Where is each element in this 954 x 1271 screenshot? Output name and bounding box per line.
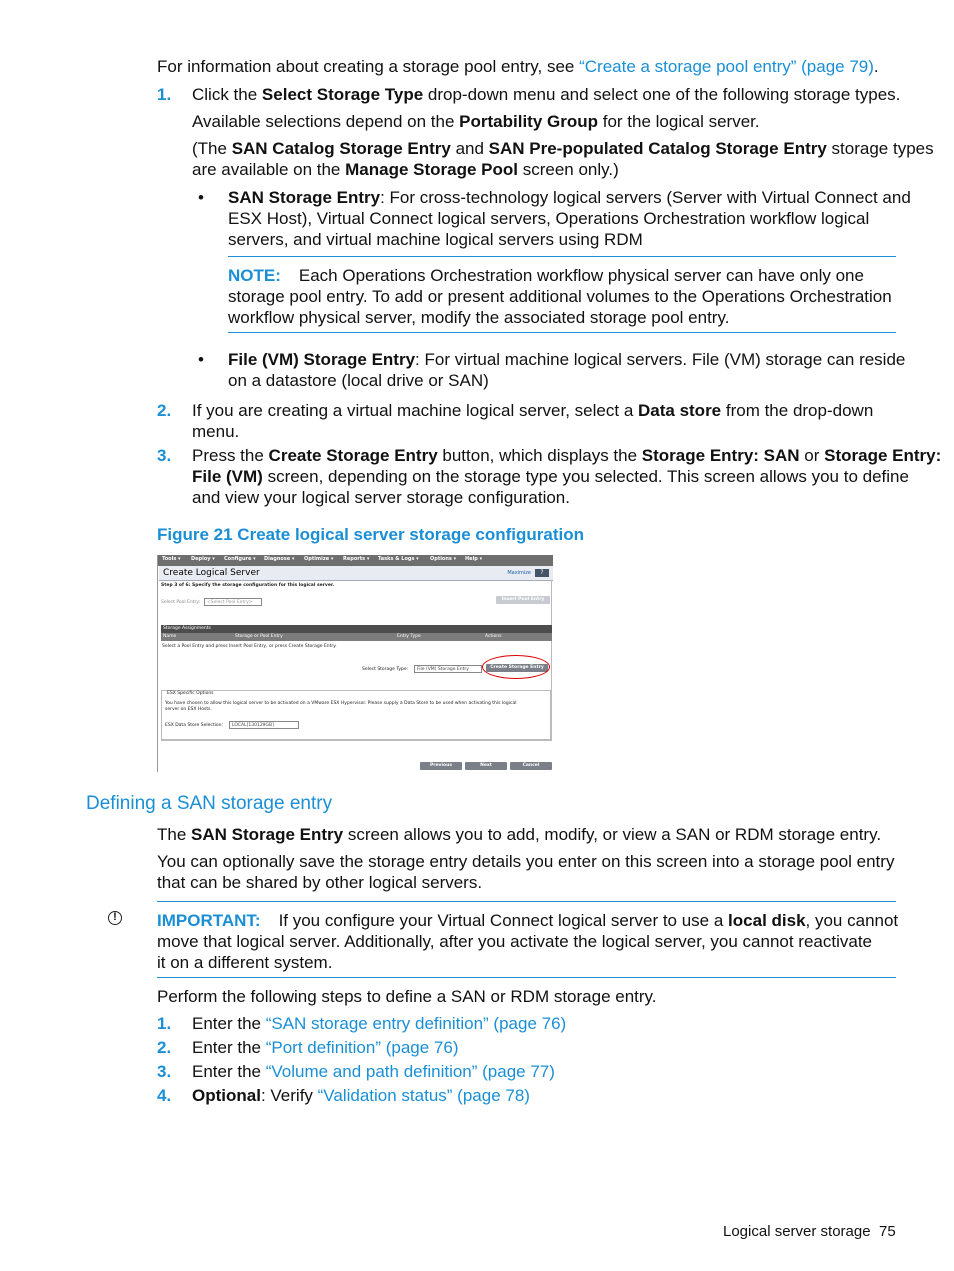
previous-button[interactable]: Previous [420, 762, 462, 770]
menu-item[interactable]: Tools ▾ [162, 556, 181, 562]
san-bullet-line2: ESX Host), Virtual Connect logical servers, Operations Orchestration workflow logical [228, 209, 870, 228]
section-para2: You can optionally save the storage entry details you enter on this screen into a storage pool entry [157, 852, 895, 871]
step2-text: If you are creating a virtual machine logical server, select a Data store from the drop-down [192, 401, 874, 420]
note-label: NOTE: [228, 266, 281, 285]
pool-entry-label: Select Pool Entry: [161, 600, 201, 605]
frame-border [551, 580, 552, 740]
step-instruction: Step 3 of 6: Specify the storage configuration for this logical server. [161, 583, 335, 588]
menu-item[interactable]: Tasks & Logs ▾ [378, 556, 419, 562]
step3-line3: and view your logical server storage configuration. [192, 488, 570, 507]
menu-item[interactable]: Help ▾ [465, 556, 483, 562]
file-bullet: File (VM) Storage Entry: For virtual machine logical servers. File (VM) storage can reside [228, 350, 906, 369]
important-rule-bottom [157, 977, 896, 978]
step-item: Enter the “Port definition” (page 76) [192, 1038, 459, 1057]
step-number: 1. [157, 85, 172, 104]
menu-item[interactable]: Diagnose ▾ [264, 556, 295, 562]
column-header[interactable]: Name [163, 634, 177, 639]
section-para1: The SAN Storage Entry screen allows you to add, modify, or view a SAN or RDM storage entry. [157, 825, 882, 844]
important-icon: ! [108, 911, 122, 925]
storage-assignments-columns [161, 633, 552, 641]
section-heading: Defining a SAN storage entry [86, 793, 333, 814]
maximize-link[interactable]: Maximize [507, 570, 531, 576]
important-line3: it on a different system. [157, 953, 333, 972]
port-definition-link[interactable]: “Port definition” (page 76) [265, 1038, 459, 1057]
note-line1: NOTE: Each Operations Orchestration workflow physical server can have only one [228, 266, 864, 285]
step1-line2: Available selections depend on the Portability Group for the logical server. [192, 112, 760, 131]
steps-intro: Perform the following steps to define a SAN or RDM storage entry. [157, 987, 657, 1006]
window-titlebar [159, 566, 553, 581]
step-number: 2. [157, 401, 172, 420]
intro-paragraph: For information about creating a storage pool entry, see “Create a storage pool entry” (page 79). [157, 57, 879, 76]
step3-text: Press the Create Storage Entry button, which displays the Storage Entry: SAN or Storage Entry: [192, 446, 942, 465]
note-rule-bottom [228, 332, 896, 333]
menu-item[interactable]: Deploy ▾ [191, 556, 215, 562]
step1-line4: are available on the Manage Storage Pool screen only.) [192, 160, 619, 179]
next-button[interactable]: Next [465, 762, 507, 770]
volume-path-link[interactable]: “Volume and path definition” (page 77) [265, 1062, 555, 1081]
bullet-mark: • [198, 350, 204, 369]
create-storage-entry-button[interactable]: Create Storage Entry [486, 664, 548, 672]
important-line1: IMPORTANT: If you configure your Virtual Connect logical server to use a local disk, you cannot [157, 911, 899, 930]
pool-entry-link[interactable]: “Create a storage pool entry” (page 79) [579, 57, 874, 76]
step-number: 3. [157, 446, 172, 465]
menu-item[interactable]: Options ▾ [430, 556, 457, 562]
column-header[interactable]: Actions [485, 634, 502, 639]
pool-entry-select[interactable]: <Select Pool Entry> [204, 598, 262, 606]
step-item: Optional: Verify “Validation status” (page 78) [192, 1086, 530, 1105]
window-title: Create Logical Server [163, 568, 260, 578]
step2-line2: menu. [192, 422, 240, 441]
insert-pool-entry-button[interactable]: Insert Pool Entry [496, 596, 550, 604]
footer-section: Logical server storage [723, 1223, 871, 1240]
figure-caption: Figure 21 Create logical server storage configuration [157, 525, 585, 544]
san-entry-link[interactable]: “SAN storage entry definition” (page 76) [265, 1014, 567, 1033]
storage-type-label: Select Storage Type: [362, 667, 409, 672]
san-bullet-line3: servers, and virtual machine logical servers using RDM [228, 230, 643, 249]
bullet-mark: • [198, 188, 204, 207]
step-number: 3. [157, 1062, 172, 1081]
step-number: 2. [157, 1038, 172, 1057]
storage-type-select[interactable]: File (VM) Storage Entry [414, 665, 482, 673]
cancel-button[interactable]: Cancel [510, 762, 552, 770]
important-label: IMPORTANT: [157, 911, 261, 930]
file-bullet-line2: on a datastore (local drive or SAN) [228, 371, 489, 390]
menu-bar [158, 555, 553, 566]
help-icon[interactable]: ? [535, 569, 549, 577]
frame-border [161, 740, 552, 741]
esx-options-text: You have chosen to allow this logical server to be activated on a VMware ESX Hypervisor. Please supply a Data Store to be used when activating this logical [165, 701, 517, 706]
important-rule-top [157, 901, 896, 902]
storage-assignments-header: Storage Assignments [161, 625, 552, 633]
esx-options-fieldset [161, 690, 551, 740]
menu-item[interactable]: Reports ▾ [343, 556, 370, 562]
san-bullet: SAN Storage Entry: For cross-technology logical servers (Server with Virtual Connect and [228, 188, 911, 207]
menu-item[interactable]: Optimize ▾ [304, 556, 334, 562]
esx-options-text: server on ESX Hosts. [165, 707, 212, 712]
column-header[interactable]: Entry Type [397, 634, 421, 639]
important-line2: move that logical server. Additionally, after you activate the logical server, you cannot reactivate [157, 932, 873, 951]
validation-status-link[interactable]: “Validation status” (page 78) [317, 1086, 530, 1105]
column-header[interactable]: Storage or Pool Entry [235, 634, 283, 639]
step-number: 4. [157, 1086, 172, 1105]
step1-text: Click the Select Storage Type drop-down menu and select one of the following storage types. [192, 85, 901, 104]
step-item: Enter the “SAN storage entry definition” (page 76) [192, 1014, 567, 1033]
note-line3: workflow physical server, modify the associated storage pool entry. [228, 308, 730, 327]
esx-options-title: ESX Specific Options [167, 691, 214, 696]
data-store-label: ESX Data Store Selection: [165, 723, 223, 728]
note-line2: storage pool entry. To add or present additional volumes to the Operations Orchestration [228, 287, 892, 306]
note-rule-top [228, 256, 896, 257]
step3-line2: File (VM) screen, depending on the storage type you selected. This screen allows you to define [192, 467, 909, 486]
menu-item[interactable]: Configure ▾ [224, 556, 256, 562]
step1-line3: (The SAN Catalog Storage Entry and SAN Pre-populated Catalog Storage Entry storage types [192, 139, 934, 158]
create-logical-server-screenshot [157, 555, 554, 772]
section-para2-line2: that can be shared by other logical servers. [157, 873, 483, 892]
assignment-hint: Select a Pool Entry and press Insert Pool Entry, or press Create Storage Entry. [162, 644, 337, 649]
step-item: Enter the “Volume and path definition” (page 77) [192, 1062, 555, 1081]
step-number: 1. [157, 1014, 172, 1033]
highlight-ellipse [482, 655, 550, 679]
page-number: 75 [879, 1223, 896, 1240]
data-store-select[interactable]: LOCAL[130129GB] [229, 721, 299, 729]
